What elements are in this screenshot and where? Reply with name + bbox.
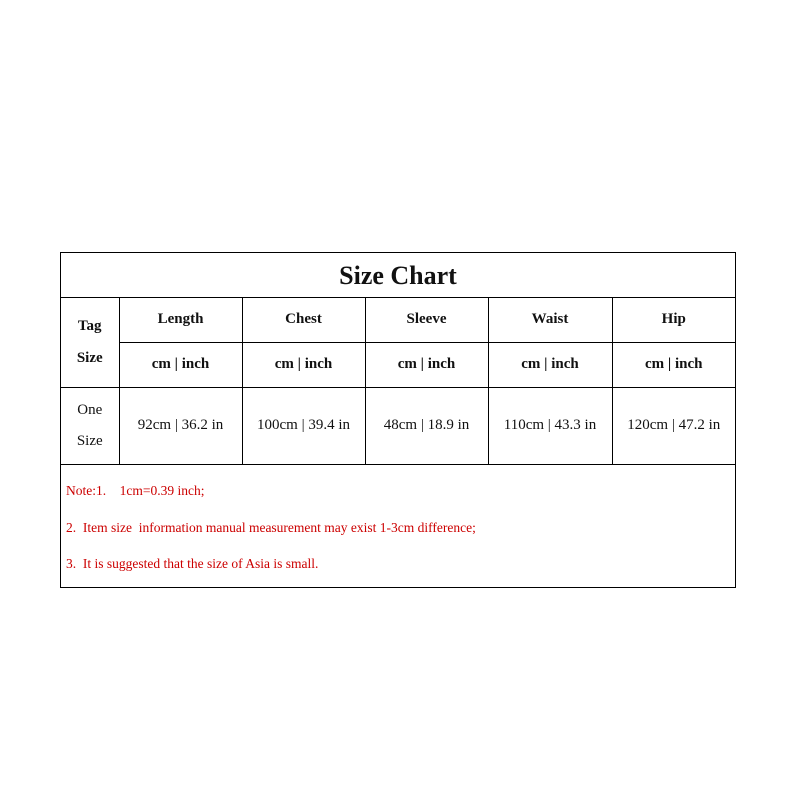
value-length: 92cm | 36.2 in xyxy=(119,387,242,464)
value-sleeve: 48cm | 18.9 in xyxy=(365,387,488,464)
size-table xyxy=(61,298,735,465)
size-name-line2: Size xyxy=(76,432,103,449)
value-chest: 100cm | 39.4 in xyxy=(242,387,365,464)
tag-size-header xyxy=(61,298,119,387)
column-header-waist: Waist xyxy=(488,298,612,342)
unit-hip: cm | inch xyxy=(612,342,735,387)
column-header-hip: Hip xyxy=(612,298,735,342)
table-header-row xyxy=(61,298,735,342)
tag-label: Tag xyxy=(77,318,102,335)
column-header-sleeve: Sleeve xyxy=(365,298,488,342)
column-header-chest: Chest xyxy=(242,298,365,342)
size-name-cell xyxy=(61,387,119,464)
column-header-length: Length xyxy=(119,298,242,342)
notes-section xyxy=(61,465,735,587)
size-label: Size xyxy=(76,350,103,367)
size-chart xyxy=(60,252,736,588)
note-2: 2. Item size information manual measurement may exist 1-3cm difference; xyxy=(66,520,476,535)
value-hip: 120cm | 47.2 in xyxy=(612,387,735,464)
value-waist: 110cm | 43.3 in xyxy=(488,387,612,464)
note-3: 3. It is suggested that the size of Asia is small. xyxy=(66,556,319,571)
unit-chest: cm | inch xyxy=(242,342,365,387)
table-row xyxy=(61,387,735,464)
size-name-line1: One xyxy=(77,401,103,418)
table-unit-row xyxy=(61,342,735,387)
note-1: Note:1. 1cm=0.39 inch; xyxy=(66,483,205,498)
unit-waist: cm | inch xyxy=(488,342,612,387)
chart-title: Size Chart xyxy=(61,253,735,298)
unit-length: cm | inch xyxy=(119,342,242,387)
unit-sleeve: cm | inch xyxy=(365,342,488,387)
